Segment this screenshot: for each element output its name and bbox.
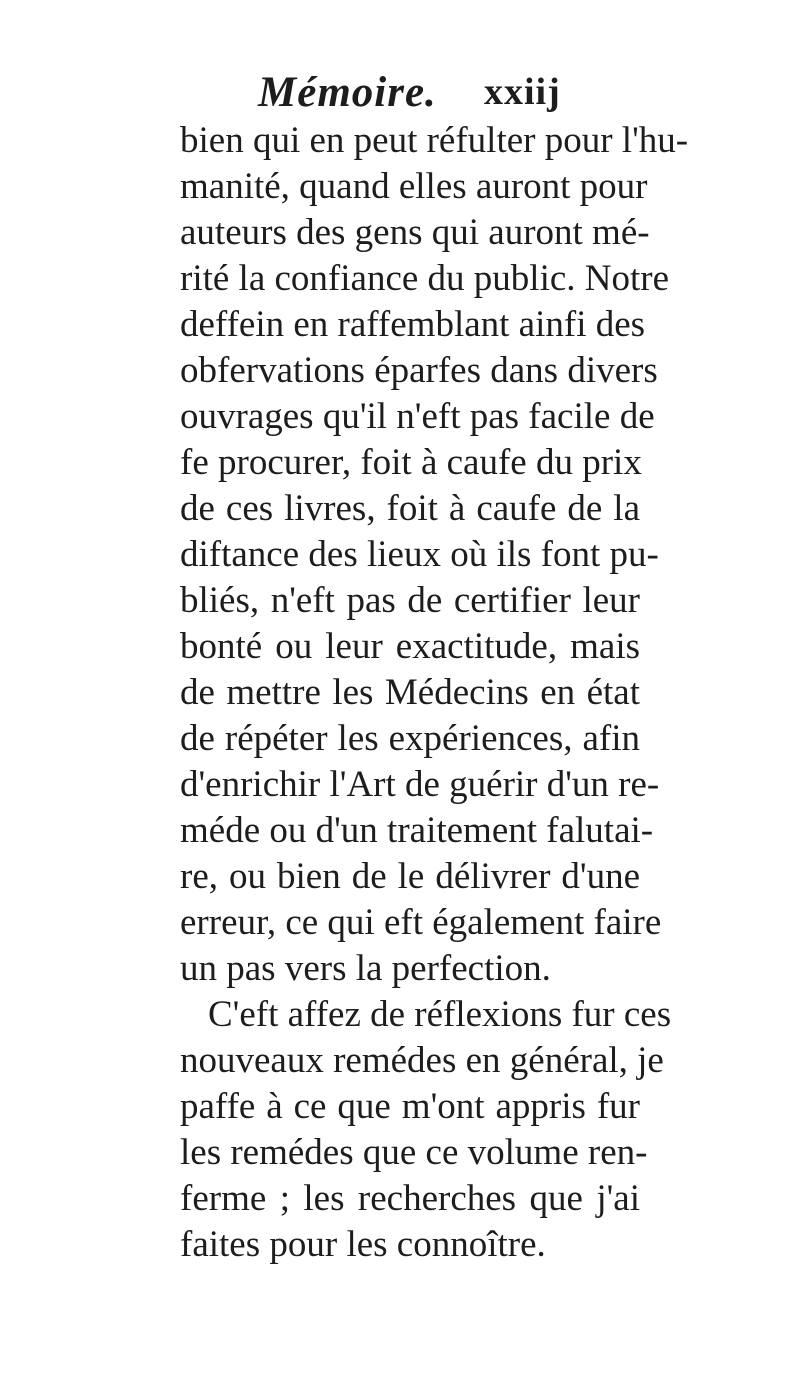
text-line: rité la confiance du public. Notre xyxy=(180,258,670,299)
text-line: nouveaux remédes en général, je xyxy=(180,1040,664,1081)
paragraph-end-line: faites pour les connoître. xyxy=(180,1224,546,1265)
text-line: deffein en raffemblant ainfi des xyxy=(180,304,646,345)
text-line: paffe à ce que m'ont appris fur xyxy=(180,1086,640,1127)
text-line: fe procurer, foit à caufe du prix xyxy=(180,442,642,483)
text-line: bonté ou leur exactitude, mais xyxy=(180,626,640,667)
running-head xyxy=(0,68,800,118)
text-line: erreur, ce qui eft également faire xyxy=(180,902,662,943)
text-line: de mettre les Médecins en état xyxy=(180,672,640,713)
text-line: re, ou bien de le délivrer d'une xyxy=(180,856,640,897)
text-line: méde ou d'un traitement falutai- xyxy=(180,810,654,851)
text-line: ouvrages qu'il n'eft pas facile de xyxy=(180,396,655,437)
text-line: de répéter les expériences, afin xyxy=(180,718,640,759)
page-number: xxiij xyxy=(484,71,561,113)
running-title: Mémoire. xyxy=(258,69,437,116)
paragraph-end-line: un pas vers la perfection. xyxy=(180,948,551,989)
text-line: bliés, n'eft pas de certifier leur xyxy=(180,580,640,621)
text-line: manité, quand elles auront pour xyxy=(180,166,648,207)
text-line: les remédes que ce volume ren- xyxy=(180,1132,648,1173)
text-line: bien qui en peut réfulter pour l'hu- xyxy=(180,120,689,161)
text-line: ferme ; les recherches que j'ai xyxy=(180,1178,640,1219)
text-line: obfervations éparfes dans divers xyxy=(180,350,658,391)
text-line: d'enrichir l'Art de guérir d'un re- xyxy=(180,764,660,805)
text-line: de ces livres, foit à caufe de la xyxy=(180,488,640,529)
text-line: auteurs des gens qui auront mé- xyxy=(180,212,650,253)
text-line: diftance des lieux où ils font pu- xyxy=(180,534,659,575)
paragraph-start-line: C'eft affez de réflexions fur ces xyxy=(208,994,672,1035)
